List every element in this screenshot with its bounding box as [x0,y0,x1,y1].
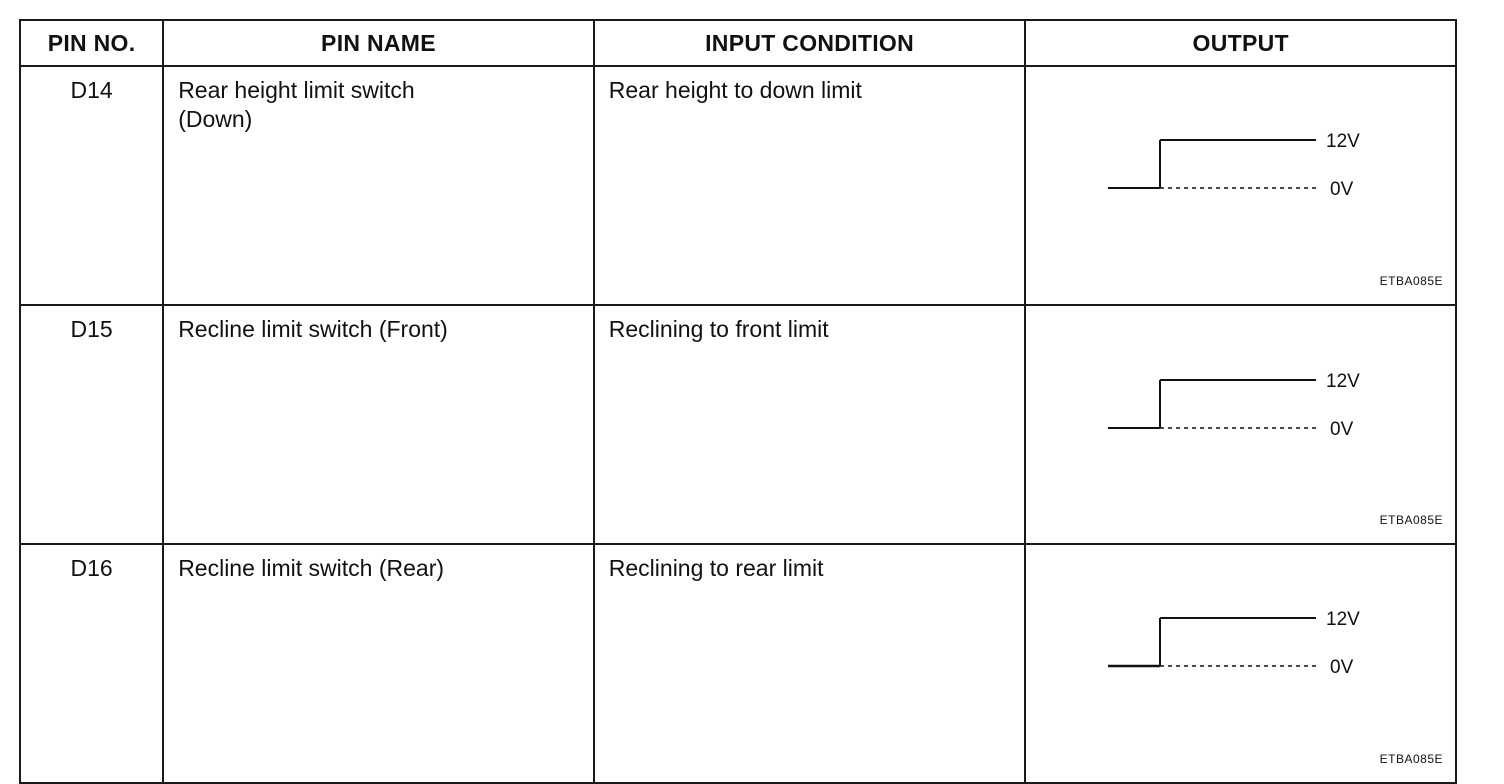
input-condition: Reclining to front limit [594,305,1026,544]
high-voltage-label: 12V [1326,609,1361,630]
table-row [20,544,1456,783]
header-pin-no: PIN NO. [20,20,163,66]
high-voltage-label: 12V [1326,131,1361,152]
header-input-condition: INPUT CONDITION [594,20,1026,66]
output-cell [1025,544,1456,783]
low-voltage-label: 0V [1330,419,1354,440]
pin-name-line1: Rear height limit switch [178,77,415,103]
table-header-row [20,20,1456,66]
header-output: OUTPUT [1025,20,1456,66]
pin-name-line2: (Down) [178,106,253,132]
pin-spec-table [19,19,1457,784]
pin-number: D15 [20,305,163,544]
output-cell [1025,305,1456,544]
header-pin-name: PIN NAME [163,20,594,66]
output-cell [1025,66,1456,305]
figure-code: ETBA085E [1379,752,1443,766]
pin-name [163,305,594,544]
pin-number: D16 [20,544,163,783]
step-waveform-icon [1026,67,1456,295]
pin-name-line1: Recline limit switch (Front) [178,316,448,342]
table-row [20,66,1456,305]
table-row [20,305,1456,544]
low-voltage-label: 0V [1330,179,1354,200]
step-waveform-icon [1026,306,1456,534]
high-voltage-label: 12V [1326,371,1361,392]
input-condition: Rear height to down limit [594,66,1026,305]
low-voltage-label: 0V [1330,657,1354,678]
step-waveform-icon [1026,545,1456,773]
input-condition: Reclining to rear limit [594,544,1026,783]
figure-code: ETBA085E [1379,274,1443,288]
pin-name [163,544,594,783]
pin-name [163,66,594,305]
pin-number: D14 [20,66,163,305]
figure-code: ETBA085E [1379,513,1443,527]
pin-name-line1: Recline limit switch (Rear) [178,555,445,581]
